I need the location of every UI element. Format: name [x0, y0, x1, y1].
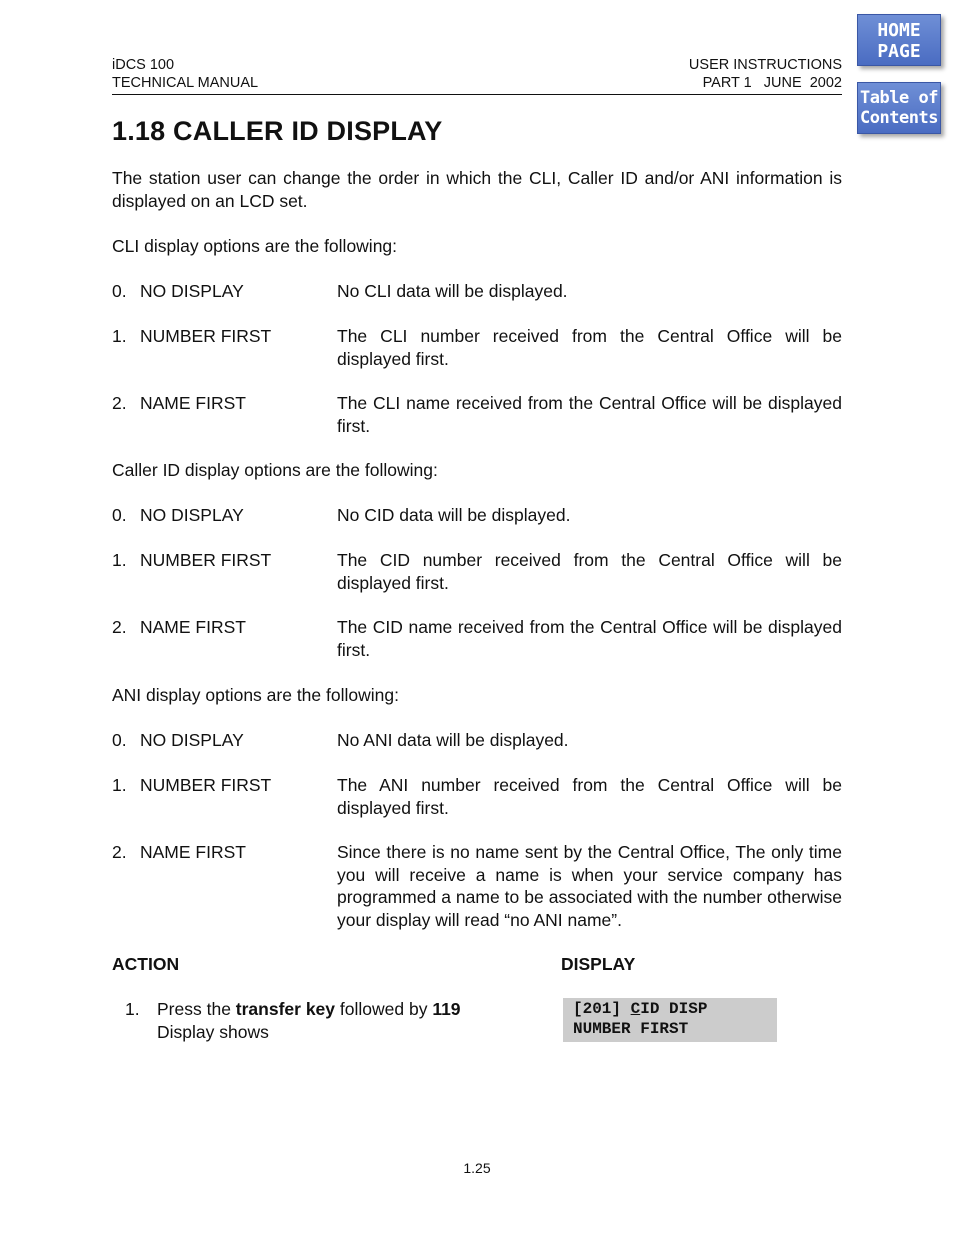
home-page-label-line1: HOME [877, 20, 921, 41]
option-number: 0. [112, 281, 127, 301]
header-manual: TECHNICAL MANUAL [112, 75, 259, 91]
option-description: The CID number received from the Central Office will be displayed first. [337, 550, 842, 593]
option-number: 2. [112, 393, 127, 413]
option-number: 2. [112, 842, 127, 862]
option-name: NO DISPLAY [140, 505, 244, 525]
cid-heading: Caller ID display options are the following: [112, 460, 438, 480]
option-description: No CID data will be displayed. [337, 505, 571, 525]
option-number: 0. [112, 730, 127, 750]
display-column-heading: DISPLAY [561, 954, 636, 974]
option-name: NO DISPLAY [140, 281, 244, 301]
header-left [112, 56, 258, 92]
step-instruction: Press the transfer key followed by 119 Display shows [157, 999, 461, 1042]
table-of-contents-button[interactable] [857, 82, 941, 134]
intro-paragraph: The station user can change the order in which the CLI, Caller ID and/or ANI information is displayed on an LCD set. [112, 168, 842, 211]
home-page-label-line2: PAGE [877, 41, 921, 62]
lcd-line2: NUMBER FIRST [573, 1020, 689, 1038]
option-description: The CLI number received from the Central Office will be displayed first. [337, 326, 842, 369]
option-number: 2. [112, 617, 127, 637]
option-name: NUMBER FIRST [140, 326, 272, 346]
option-name: NAME FIRST [140, 393, 246, 413]
option-name: NUMBER FIRST [140, 550, 272, 570]
option-description: The CLI name received from the Central Office will be displayed first. [337, 393, 842, 436]
option-description: The ANI number received from the Central Office will be displayed first. [337, 775, 842, 818]
page-number: 1.25 [463, 1160, 491, 1176]
option-number: 1. [112, 550, 127, 570]
option-name: NUMBER FIRST [140, 775, 272, 795]
header-section: USER INSTRUCTIONS [688, 57, 842, 73]
action-column-heading: ACTION [112, 954, 180, 974]
home-page-button[interactable] [857, 14, 941, 66]
header-right [689, 56, 842, 92]
cli-heading: CLI display options are the following: [112, 236, 398, 256]
option-description: No ANI data will be displayed. [337, 730, 569, 750]
option-name: NAME FIRST [140, 842, 246, 862]
lcd-line1: [201] CID DISP [573, 1000, 708, 1018]
toc-label-line1: Table of [860, 88, 938, 108]
lcd-display [563, 998, 777, 1042]
document-page [112, 0, 842, 1235]
option-description: No CLI data will be displayed. [337, 281, 568, 301]
page-title: 1.18 CALLER ID DISPLAY [112, 116, 443, 146]
header-product: iDCS 100 [112, 57, 175, 73]
option-number: 1. [112, 775, 127, 795]
page-header [112, 56, 842, 95]
option-number: 0. [112, 505, 127, 525]
ani-heading: ANI display options are the following: [112, 685, 399, 705]
option-name: NO DISPLAY [140, 730, 244, 750]
option-description: The CID name received from the Central Office will be displayed first. [337, 617, 842, 660]
lcd-cursor: C [630, 1000, 641, 1018]
option-name: NAME FIRST [140, 617, 246, 637]
toc-label-line2: Contents [860, 108, 938, 128]
step-number: 1. [125, 999, 140, 1019]
option-number: 1. [112, 326, 127, 346]
header-part-date: PART 1 JUNE 2002 [702, 75, 842, 91]
option-description: Since there is no name sent by the Central Office, The only time you will receive a name is when your service company has programmed a name to be associated with the number otherwise your display will read “no ANI name”. [337, 842, 842, 930]
